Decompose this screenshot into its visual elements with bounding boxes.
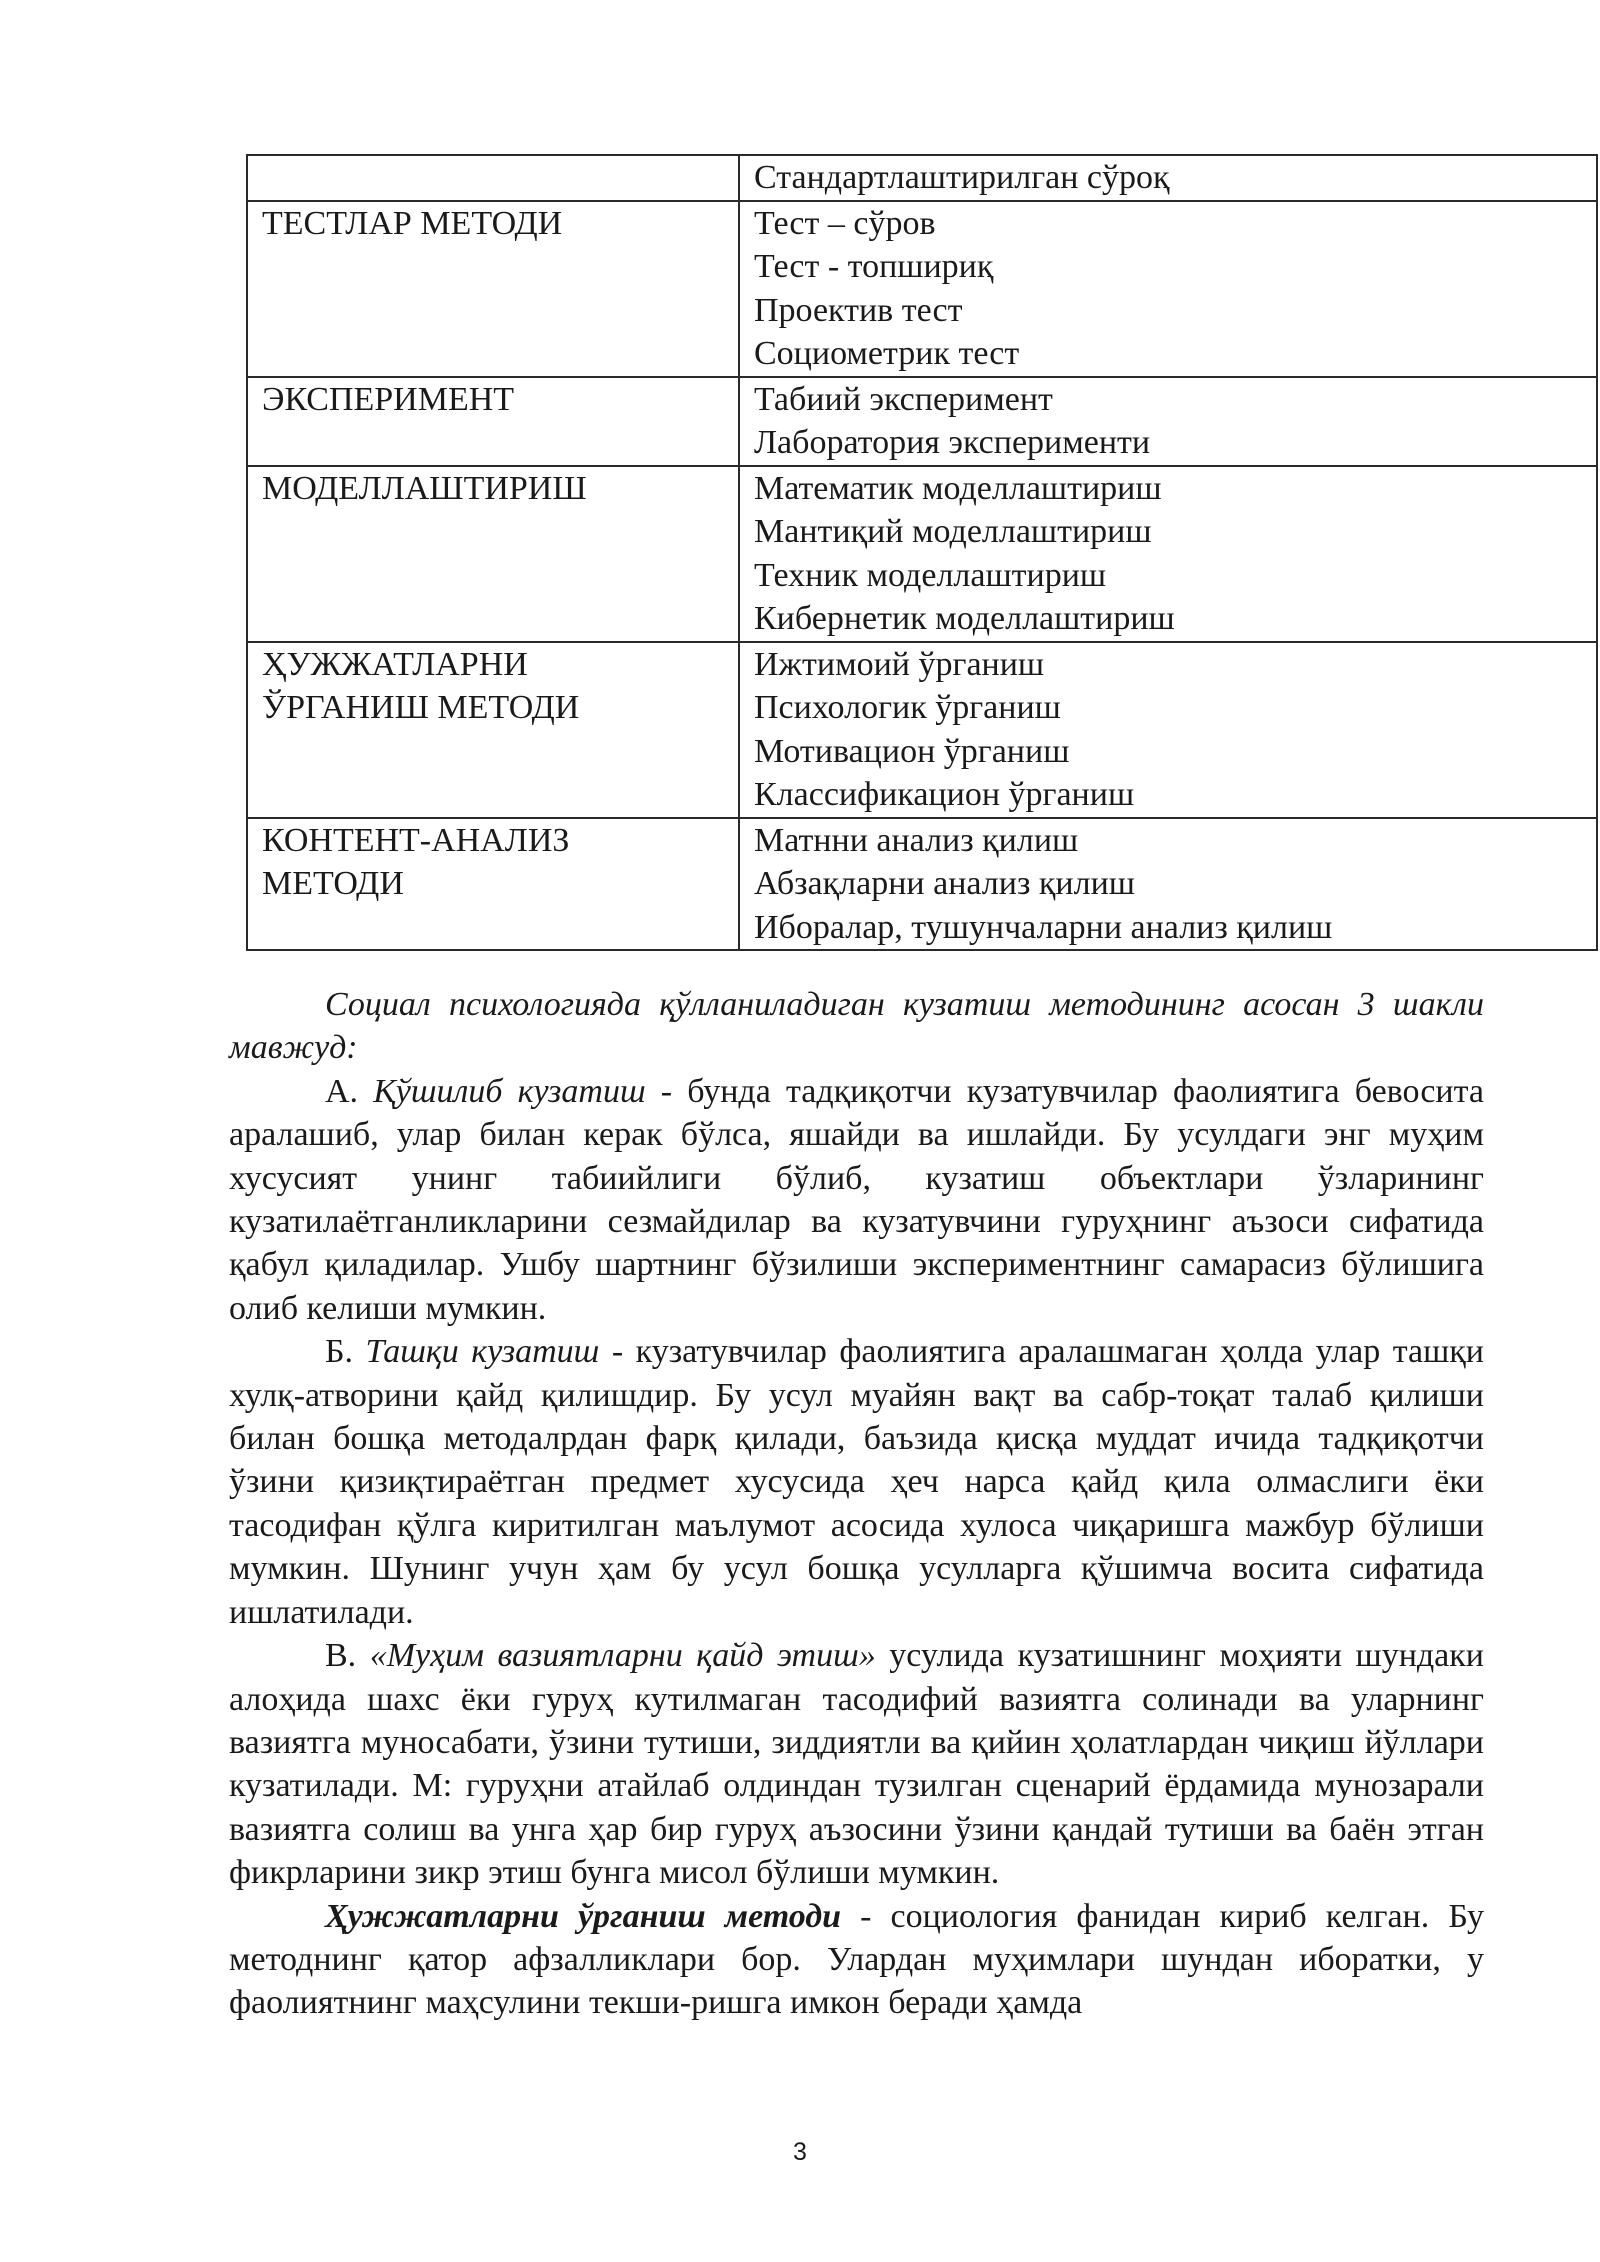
method-name: ҲУЖЖАТЛАРНИ [262,645,528,683]
paragraph-b-text: - кузатувчилар фаолиятига аралашмаган ҳолда улар ташқи хулқ-атворини қайд қилишдир. Бу усул муайян вақт ва сабр-тоқат талаб қилиши билан бошқа методалрдан фарқ қилади, баъзида қисқа муддат ичида тадқиқотчи ўзини қизиқтираётган предмет хусусида ҳеч нарса қайд қила олмаслиги ёки тасодифан қўлга киритилган маълумот асосида хулоса чиқаришга мажбур бўлиши мумкин. Шунинг учун ҳам бу усул бошқа усулларга қўшимча восита сифатида ишлатилади. [229,1333,1484,1631]
paragraph-b-term: Ташқи кузатиш [365,1333,600,1371]
method-type: Социометрик тест [754,335,1020,372]
method-name: ЎРГАНИШ МЕТОДИ [262,689,580,726]
paragraph-b-marker: Б. [325,1333,366,1371]
method-type: Математик моделлаштириш [754,469,1162,507]
method-types-cell [739,155,1597,201]
method-types-cell [739,201,1597,377]
paragraph-d-term: Ҳужжатларни ўрганиш методи [325,1897,842,1935]
method-type: Тест – сўров [754,204,936,242]
method-types-cell [739,377,1597,466]
method-name: ТЕСТЛАР МЕТОДИ [262,204,563,242]
paragraph-c-marker: В. [325,1637,370,1675]
paragraph-a-text: - бунда тадқиқотчи кузатувчилар фаолиятига бевосита аралашиб, улар билан керак бўлса, яшайди ва ишлайди. Бу усулдаги энг муҳим хусусият унинг табиийлиги бўлиб, кузатиш объектлари ўзларининг кузатилаётганликларини сезмайдилар ва кузатувчини гуруҳнинг аъзоси сифатида қабул қиладилар. Ушбу шартнинг бўзилиши экспериментнинг самарасиз бўлишига олиб келиши мумкин. [229,1072,1484,1327]
paragraph-d-text: - социология фанидан кириб келган. Бу методнинг қатор афзалликлари бор. Улардан муҳимлари шундан иборатки, у фаолиятнинг маҳсулини текши-ришга имкон беради ҳамда [229,1897,1484,2022]
method-types-cell [739,818,1597,951]
method-type: Мантиқий моделлаштириш [754,513,1152,550]
method-type: Психологик ўрганиш [754,689,1061,726]
table-row [247,155,1597,201]
paragraph-a [229,1070,1484,1330]
table-row [247,818,1597,951]
method-cell [247,201,739,377]
paragraph-c-term: «Муҳим вазиятларни қайд этиш» [369,1637,876,1675]
method-type: Лаборатория эксперименти [754,424,1151,461]
method-type: Стандартлаштирилган сўроқ [754,159,1170,196]
method-type: Классификацион ўрганиш [754,776,1135,813]
paragraph-d [229,1895,1484,2025]
method-type: Иборалар, тушунчаларни анализ қилиш [754,908,1333,946]
table-row [247,466,1597,642]
paragraph-c-text: усулида кузатишнинг моҳияти шундаки алоҳида шахс ёки гуруҳ кутилмаган тасодифий вазиятга солинади ва уларнинг вазиятга муносабати, ўзини тутиши, зиддиятли ва қийин ҳолатлардан чиқиш йўллари кузатилади. М: гуруҳни атайлаб олдиндан тузилган сценарий ёрдамида мунозарали вазиятга солиш ва унга ҳар бир гуруҳ аъзосини ўзини қандай тутиши ва баён этган фикрларини зикр этиш бунга мисол бўлиши мумкин. [229,1637,1484,1892]
method-type: Проектив тест [754,291,963,329]
method-cell [247,155,739,201]
paragraph-a-marker: А. [325,1072,374,1110]
methods-table-body [247,155,1597,950]
page-number: 3 [793,2138,807,2166]
method-cell [247,377,739,466]
paragraph-b [229,1330,1484,1634]
method-name: ЭКСПЕРИМЕНТ [262,380,515,418]
table-row [247,377,1597,466]
method-types-cell [739,466,1597,642]
method-name: МОДЕЛЛАШТИРИШ [262,469,587,507]
method-type: Мотивацион ўрганиш [754,732,1070,770]
method-name: МЕТОДИ [262,865,404,902]
method-type: Ижтимоий ўрганиш [754,645,1045,683]
method-type: Абзақларни анализ қилиш [754,865,1135,902]
method-types-cell [739,642,1597,818]
method-type: Табиий эксперимент [754,380,1053,418]
body-text [229,983,1484,2025]
methods-table [246,154,1598,951]
table-row [247,201,1597,377]
method-type: Тест - топшириқ [754,248,994,285]
method-type: Техник моделлаштириш [754,556,1107,594]
intro-text: Социал психологияда қўлланиладиган кузатиш методининг асосан 3 шакли мавжуд: [229,986,1484,1067]
method-type: Кибернетик моделлаштириш [754,600,1175,637]
method-cell [247,642,739,818]
method-type: Матнни анализ қилиш [754,821,1079,859]
method-cell [247,466,739,642]
paragraph-a-term: Қўшилиб кузатиш [373,1072,646,1110]
table-row [247,642,1597,818]
method-cell [247,818,739,951]
method-name: КОНТЕНТ-АНАЛИЗ [262,821,570,859]
paragraph-c [229,1634,1484,1894]
intro-paragraph [229,983,1484,1070]
